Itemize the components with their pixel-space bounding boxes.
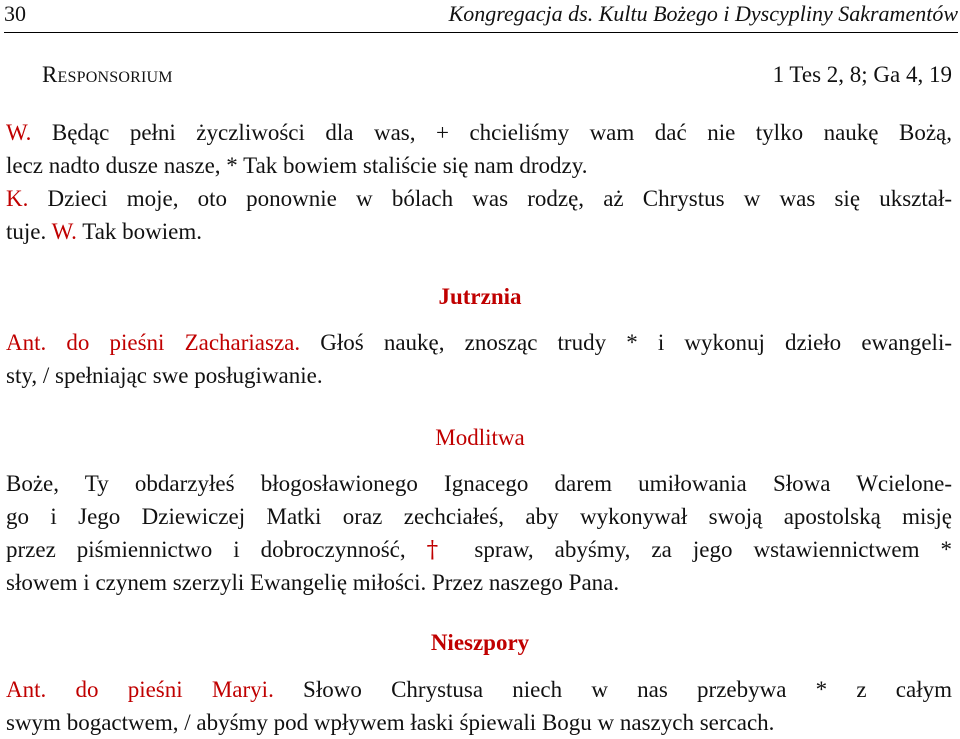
antiphon-label: Ant. do pieśni Maryi. <box>6 677 274 702</box>
responsorium-line: K. Dzieci moje, oto ponownie w bólach was rodzę, aż Chrystus w was się ukształ- <box>6 186 952 211</box>
section-heading-nieszpory: Nieszpory <box>430 630 530 655</box>
prayer-line: przez piśmiennictwo i dobroczynność, † spraw, abyśmy, za jego wstawiennictwem * <box>6 537 953 563</box>
responsorium-text <box>6 116 952 248</box>
page-header <box>4 0 958 33</box>
responsorium-label: Responsorium <box>42 62 173 87</box>
nieszpory-antiphon <box>6 673 952 739</box>
responsorium-line: W. Będąc pełni życzliwości dla was, + chcieliśmy wam dać nie tylko naukę Bożą, <box>6 120 952 145</box>
modlitwa-text <box>6 467 952 599</box>
antiphon-line: swym bogactwem, / abyśmy pod wpływem łaski śpiewali Bogu w naszych sercach. <box>6 710 775 735</box>
responsorium-line: tuje. W. Tak bowiem. <box>6 219 203 244</box>
responsorium-line: lecz nadto dusze nasze, * Tak bowiem staliście się nam drodzy. <box>6 153 588 178</box>
cross-icon: † <box>426 537 454 563</box>
response-marker: K. <box>6 186 29 211</box>
section-heading-modlitwa: Modlitwa <box>435 425 525 450</box>
antiphon-line: sty, / spełniając swe posługiwanie. <box>6 363 323 388</box>
antiphon-label: Ant. do pieśni Zachariasza. <box>6 330 301 355</box>
page-number: 30 <box>4 1 26 26</box>
prayer-line: słowem i czynem szerzyli Ewangelię miłości. Przez naszego Pana. <box>6 570 620 595</box>
prayer-line: go i Jego Dziewiczej Matki oraz zechciałeś, aby wykonywał swoją apostolską misję <box>6 504 952 529</box>
responsorium-reference: 1 Tes 2, 8; Ga 4, 19 <box>772 62 952 87</box>
versicle-marker: W. <box>51 219 77 244</box>
antiphon-line: Ant. do pieśni Maryi. Słowo Chrystusa niech w nas przebywa * z całym <box>6 677 952 702</box>
prayer-line: Boże, Ty obdarzyłeś błogosławionego Ignacego darem umiłowania Słowa Wcielone- <box>6 471 952 496</box>
antiphon-line: Ant. do pieśni Zachariasza. Głoś naukę, znosząc trudy * i wykonuj dzieło ewangeli- <box>6 330 952 355</box>
versicle-marker: W. <box>6 120 32 145</box>
responsorium-heading <box>42 61 952 89</box>
section-heading-jutrznia: Jutrznia <box>438 284 522 309</box>
running-title: Kongregacja ds. Kultu Bożego i Dyscypliny Sakramentów <box>448 1 958 26</box>
jutrznia-antiphon <box>6 326 952 392</box>
